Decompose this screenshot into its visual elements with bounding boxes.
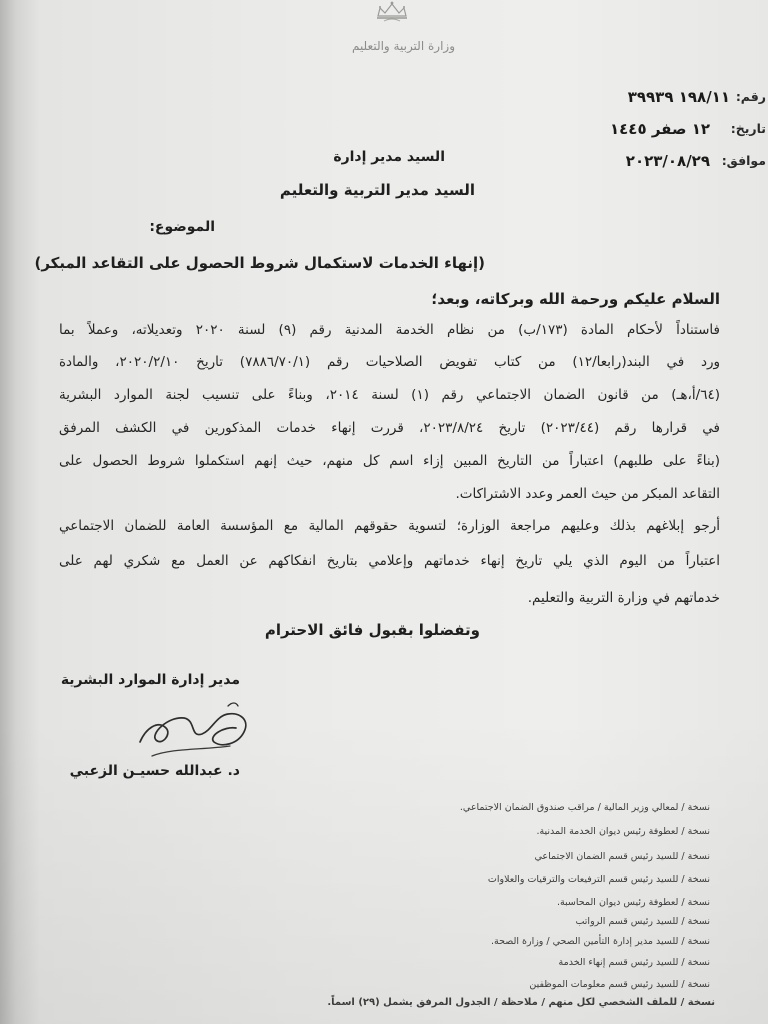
- hijri-date: ١٢ صفر ١٤٤٥: [609, 120, 710, 138]
- handwritten-signature: [132, 698, 262, 766]
- ref-number: ١٩٨/١١ ٣٩٩٣٩: [627, 88, 730, 106]
- body-line: (بناءً على طلبهم) اعتباراً من التاريخ المبين إزاء اسم كل منهم، حيث إنهم استكملوا شروط الحصول على: [59, 453, 720, 469]
- body-line: (٦٤/أ،هـ) من قانون الضمان الاجتماعي رقم (١) لسنة ٢٠١٤، وبناءً على تنسيب لجنة الموارد البشرية: [59, 387, 720, 403]
- signatory-name: د. عبدالله حسيـن الزعبي: [69, 763, 240, 779]
- copy-recipient: نسخة / للسيد رئيس قسم الترفيعات والترقيات والعلاوات: [487, 874, 710, 885]
- copy-recipient: نسخة / للسيد مدير إدارة التأمين الصحي / وزارة الصحة.: [490, 936, 710, 947]
- copy-recipient: نسخة / لعطوفة رئيس ديوان المحاسبة.: [556, 897, 710, 908]
- body-line: في قرارها رقم (٢٠٢٣/٤٤) تاريخ ٢٠٢٣/٨/٢٤، قررت إنهاء خدمات المذكورين في الكشف المرفق: [59, 420, 720, 436]
- copy-recipient: نسخة / لمعالي وزير المالية / مراقب صندوق الضمان الاجتماعي.: [459, 802, 710, 813]
- crown-emblem-icon: [370, 0, 414, 22]
- greeting: السلام عليكم ورحمة الله وبركاته، وبعد؛: [431, 290, 720, 308]
- body-line: اعتباراً من اليوم الذي يلي تاريخ إنهاء خدماتهم وإعلامي بتاريخ انفكاكهم عن العمل مع شكري لهم على: [59, 553, 720, 569]
- ministry-name: وزارة التربية والتعليم: [351, 39, 455, 53]
- gregorian-date: ٢٠٢٣/٠٨/٢٩: [625, 152, 710, 170]
- subject-text: (إنهاء الخدمات لاستكمال شروط الحصول على التقاعد المبكر): [34, 254, 485, 272]
- copy-recipient: نسخة / للسيد رئيس قسم معلومات الموظفين: [529, 979, 710, 990]
- addressee-line-2: السيد مدير التربية والتعليم: [279, 181, 475, 199]
- body-line: ورد في البند(رابعا/١٢) من كتاب تفويض الصلاحيات رقم (٧٨٨٦/٧٠/١) تاريخ ٢٠٢٠/٢/١٠، والمادة: [58, 354, 720, 370]
- copy-recipient: نسخة / للملف الشخصي لكل منهم / ملاحظة / الجدول المرفق يشمل (٢٩) اسماً.: [327, 997, 715, 1008]
- signatory-title: مدير إدارة الموارد البشرية: [60, 672, 240, 688]
- body-line: التقاعد المبكر من حيث العمر وعدد الاشتراكات.: [455, 486, 720, 502]
- addressee-line-1: السيد مدير إدارة: [333, 149, 445, 165]
- body-line: فاستناداً لأحكام المادة (١٧٣/ب) من نظام الخدمة المدنية رقم (٩) لسنة ٢٠٢٠ وتعديلاته، وعملاً بما: [58, 322, 720, 338]
- closing-line: وتفضلوا بقبول فائق الاحترام: [264, 621, 480, 639]
- date-label: تاريخ:: [730, 121, 766, 136]
- ref-label: رقم:: [735, 89, 766, 104]
- copy-recipient: نسخة / لعطوفة رئيس ديوان الخدمة المدنية.: [536, 826, 710, 837]
- copy-recipient: نسخة / للسيد رئيس قسم إنهاء الخدمة: [558, 957, 710, 968]
- subject-label: الموضوع:: [149, 219, 215, 235]
- body-line: خدماتهم في وزارة التربية والتعليم.: [527, 590, 720, 606]
- corresponding-date-label: موافق:: [721, 153, 766, 168]
- copy-recipient: نسخة / للسيد رئيس قسم الرواتب: [575, 916, 710, 927]
- body-line: أرجو إبلاغهم بذلك وعليهم مراجعة الوزارة؛ لتسوية حقوقهم المالية مع المؤسسة العامة للضمان الاجتماعي: [59, 518, 720, 534]
- copy-recipient: نسخة / للسيد رئيس قسم الضمان الاجتماعي: [534, 851, 710, 862]
